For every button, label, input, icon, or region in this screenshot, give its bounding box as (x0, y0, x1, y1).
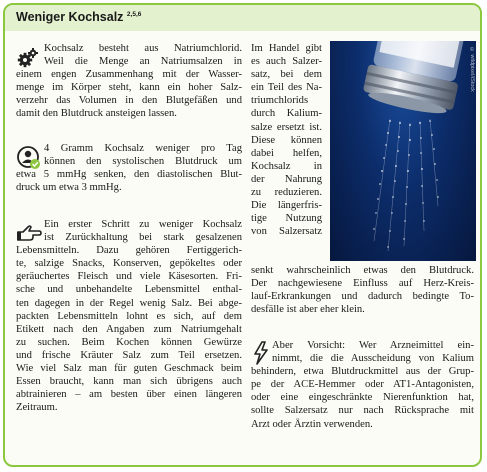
text-line: desfälle ist aber eher klein. (251, 304, 365, 316)
box-title (16, 10, 141, 24)
text-line: damit den Blutdruck ansteigen lassen. (16, 108, 177, 120)
text-line: Die längerfris- (251, 200, 322, 212)
text-line: der Nahrung (251, 173, 322, 185)
text-line: zu reduzieren. (251, 187, 322, 199)
text-line: Kochsalz besteht aus Natriumchlorid. (44, 43, 242, 54)
text-line: zu suchen. Beim Kochen können Gewürze (16, 336, 242, 348)
section-salt-basics (16, 42, 242, 121)
text-line: es auch Salzer- (251, 56, 322, 68)
text-line: Etikett nach den Angaben zum Natriumgehalt (16, 323, 242, 335)
text-line: Der nachgewiesene Einfluss auf Herz-Kreis- (251, 278, 474, 290)
text-line: Diese können (251, 134, 322, 146)
text-line: lauf-Erkrankungen und dadurch bedingte To- (251, 291, 474, 303)
text-line: te, salzige Snacks, Konserven, gepökeltes oder (16, 258, 242, 270)
text-line: einem engen Zusammenhang mit der Wasser- (16, 69, 242, 81)
text-line: abtrainieren – am besten über einen längeren (16, 389, 242, 401)
text-line: durch Kalium- (251, 108, 322, 120)
title-references: 2,5,6 (126, 10, 142, 18)
salt-shaker-illustration (330, 41, 476, 261)
text-line: geräuchertes Fleisch und viele Käsesorten. Fri- (16, 271, 242, 283)
box-header (5, 5, 480, 31)
photo-credit: © wildpixel/iStock (469, 47, 475, 92)
info-box (3, 3, 482, 467)
text-line: nimmt, die die Ausscheidung von Kalium (272, 353, 474, 365)
text-line: verzehr das Volumen in den Blutgefäßen und (16, 95, 242, 107)
text-line: Zeitraum. (16, 402, 58, 414)
text-line: und frische Kräuter Salz zum Teil ersetzen. (16, 349, 242, 361)
text-line: behindern, etwa Blutdruckmittel aus der Grup- (251, 366, 474, 378)
text-line: senkt wahrscheinlich etwas den Blutdruck. (251, 265, 474, 276)
text-line: Im Handel gibt (251, 43, 322, 54)
text-line: pe der ACE-Hemmer oder AT1-Antagonisten, (251, 379, 474, 391)
text-line: ten dagegen in der Regel wenig Salz. Bei abge- (16, 297, 242, 309)
text-line: Wie viel Salz man für guten Geschmack beim (16, 363, 242, 375)
text-line: Essen braucht, kann man sich übrigens auch (16, 376, 242, 388)
text-line: dabei helfen, (251, 147, 322, 159)
text-line: Weil die Menge an Natriumsalzen in (44, 56, 242, 68)
section-blood-pressure (16, 142, 242, 194)
title-text: Weniger Kochsalz (16, 10, 124, 24)
text-line: sollte Salzersatz nur nach Rücksprache mit (251, 405, 474, 417)
text-line: sche und unbehandelte Lebensmittel enthal- (16, 284, 242, 296)
text-line: Ein erster Schritt zu weniger Kochsalz (44, 219, 242, 230)
text-line: ein Teil des Na- (251, 82, 322, 94)
text-line: triumchlorids (251, 95, 309, 107)
salt-shaker-photo (330, 41, 476, 261)
text-line: packten Lebensmitteln lohnt es sich, auf dem (16, 310, 242, 322)
section-first-step (16, 218, 242, 414)
text-line: ist Zurückhaltung bei stark gesalzenen (44, 232, 242, 244)
text-line: tige Nutzung (251, 213, 322, 225)
text-line: 4 Gramm Kochsalz weniger pro Tag (44, 143, 242, 154)
text-line: Lebensmitteln. Dazu gehören Fertiggerich- (16, 245, 242, 257)
text-line: können den systolischen Blutdruck um (44, 156, 242, 168)
text-line: menge im Körper steht, kann ein hoher Salz- (16, 82, 242, 94)
text-line: Kochsalz in (251, 160, 322, 172)
text-line: satz, bei dem (251, 69, 322, 81)
text-line: etwa 5 mmHg senken, den diastolischen Blut- (16, 169, 242, 181)
text-line: salze ersetzt ist. (251, 121, 322, 133)
text-line: Arzt oder Ärztin verwenden. (251, 418, 373, 430)
text-line: druck um etwa 3 mmHg. (16, 182, 122, 194)
text-line: Aber Vorsicht: Wer Arzneimittel ein- (272, 340, 474, 351)
section-salt-substitute-continued (251, 264, 474, 316)
section-salt-substitute (251, 42, 322, 238)
section-caution (251, 339, 474, 431)
text-line: von Salzersatz (251, 226, 322, 238)
text-line: oder eine eingeschränkte Nierenfunktion hat, (251, 392, 474, 404)
